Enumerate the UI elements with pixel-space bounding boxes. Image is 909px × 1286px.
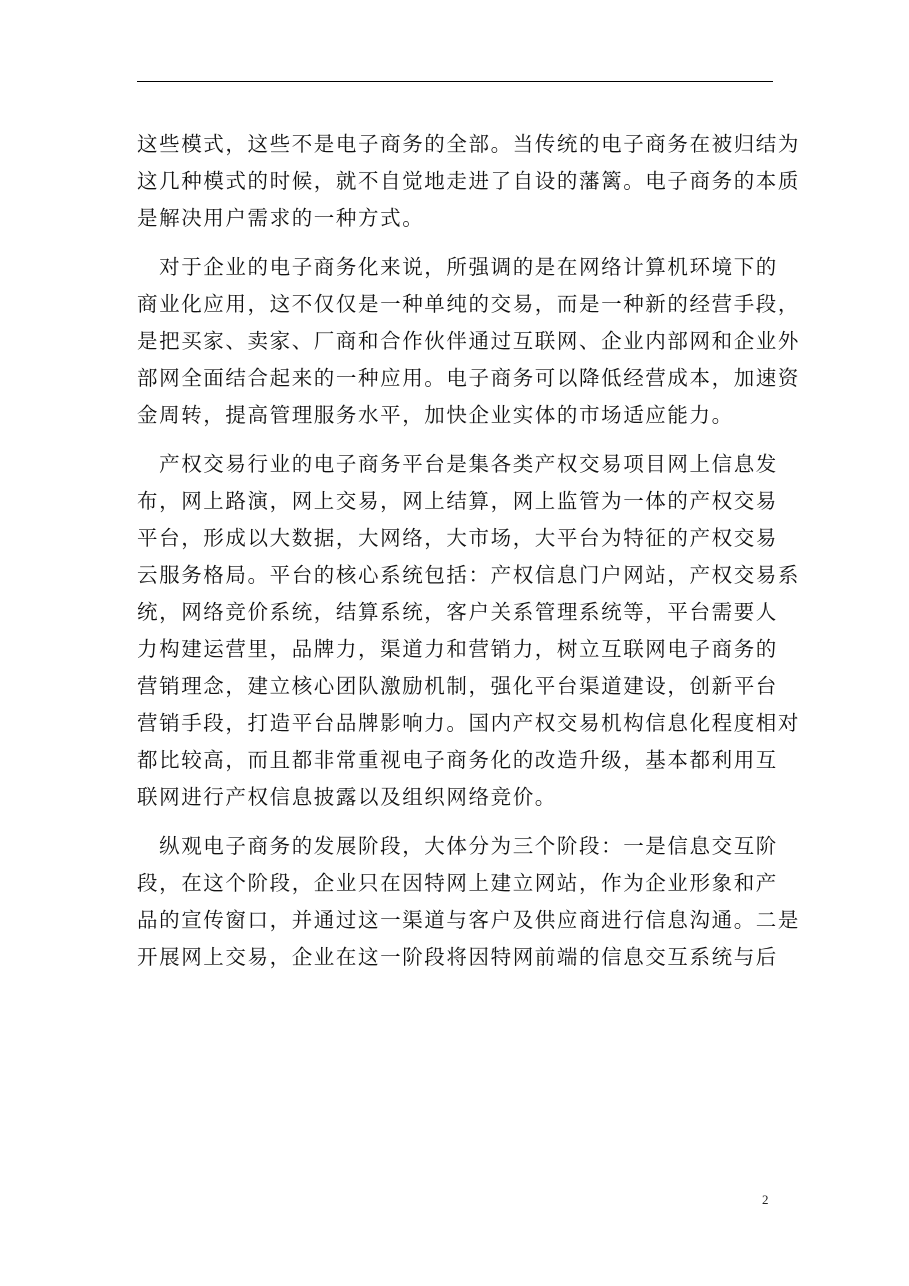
text-line: 统，网络竞价系统，结算系统，客户关系管理系统等，平台需要人 bbox=[137, 600, 778, 624]
text-line: 对于企业的电子商务化来说，所强调的是在网络计算机环境下的 bbox=[137, 255, 778, 279]
paragraph-3 bbox=[137, 446, 800, 816]
text-line: 这些模式，这些不是电子商务的全部。当传统的电子商务在被归结为 bbox=[137, 132, 800, 156]
text-line: 营销理念，建立核心团队激励机制，强化平台渠道建设，创新平台 bbox=[137, 674, 778, 698]
text-line: 纵观电子商务的发展阶段，大体分为三个阶段：一是信息交互阶 bbox=[137, 834, 778, 858]
text-line: 是把买家、卖家、厂商和合作伙伴通过互联网、企业内部网和企业外 bbox=[137, 329, 800, 353]
document-body bbox=[137, 126, 800, 976]
paragraph-4 bbox=[137, 828, 800, 976]
text-line: 都比较高，而且都非常重视电子商务化的改造升级，基本都利用互 bbox=[137, 748, 778, 772]
text-line: 开展网上交易，企业在这一阶段将因特网前端的信息交互系统与后 bbox=[137, 945, 778, 969]
paragraph-2 bbox=[137, 249, 800, 434]
text-line: 营销手段，打造平台品牌影响力。国内产权交易机构信息化程度相对 bbox=[137, 711, 800, 735]
text-line: 平台，形成以大数据，大网络，大市场，大平台为特征的产权交易 bbox=[137, 526, 778, 550]
text-line: 段，在这个阶段，企业只在因特网上建立网站，作为企业形象和产 bbox=[137, 871, 778, 895]
text-line: 部网全面结合起来的一种应用。电子商务可以降低经营成本，加速资 bbox=[137, 366, 800, 390]
text-line: 这几种模式的时候，就不自觉地走进了自设的藩篱。电子商务的本质 bbox=[137, 169, 800, 193]
text-line: 是解决用户需求的一种方式。 bbox=[137, 206, 425, 230]
header-rule bbox=[137, 81, 773, 82]
page-number: 2 bbox=[762, 1192, 769, 1207]
text-line: 金周转，提高管理服务水平，加快企业实体的市场适应能力。 bbox=[137, 403, 734, 427]
text-line: 产权交易行业的电子商务平台是集各类产权交易项目网上信息发 bbox=[137, 452, 778, 476]
text-line: 云服务格局。平台的核心系统包括：产权信息门户网站，产权交易系 bbox=[137, 563, 800, 587]
text-line: 力构建运营里，品牌力，渠道力和营销力，树立互联网电子商务的 bbox=[137, 637, 778, 661]
text-line: 布，网上路演，网上交易，网上结算，网上监管为一体的产权交易 bbox=[137, 489, 778, 513]
text-line: 商业化应用，这不仅仅是一种单纯的交易，而是一种新的经营手段， bbox=[137, 292, 800, 316]
text-line: 品的宣传窗口，并通过这一渠道与客户及供应商进行信息沟通。二是 bbox=[137, 908, 800, 932]
text-line: 联网进行产权信息披露以及组织网络竞价。 bbox=[137, 785, 557, 809]
paragraph-1 bbox=[137, 126, 800, 237]
